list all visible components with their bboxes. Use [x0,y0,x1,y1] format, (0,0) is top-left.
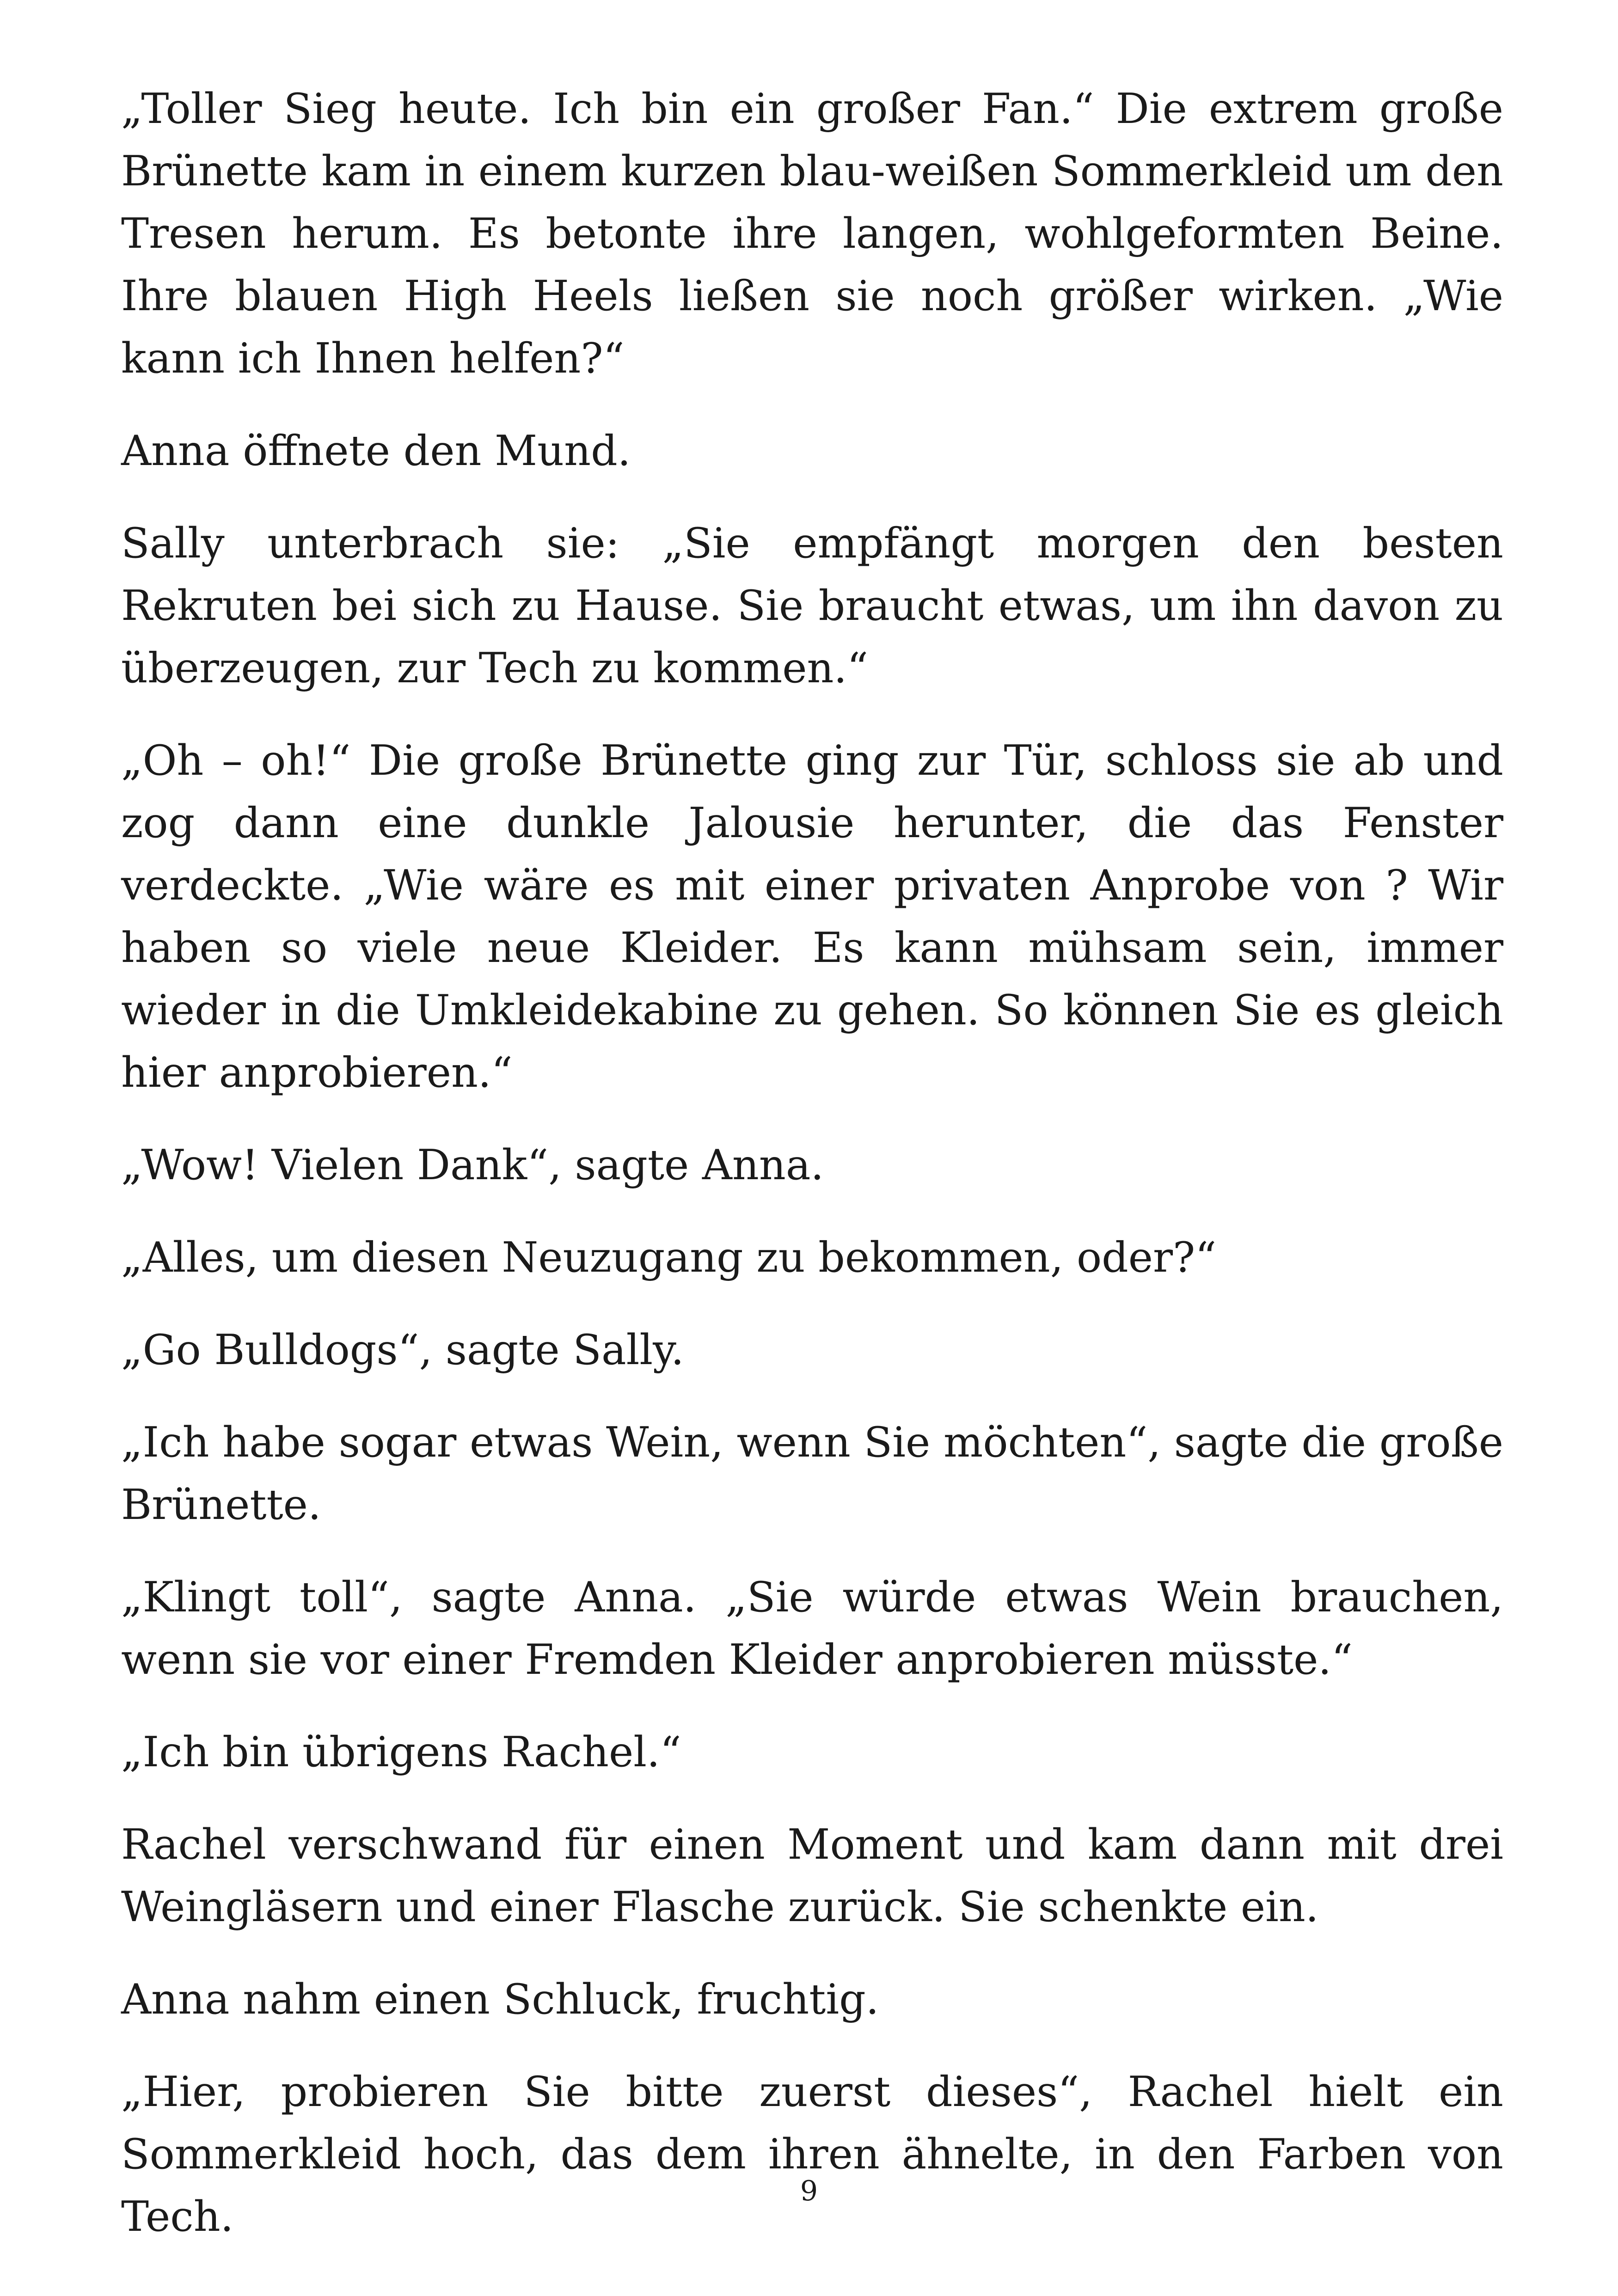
paragraph-4: „Oh – oh!“ Die große Brünette ging zur Tür, schloss sie ab und zog dann eine dunkle Jalousie herunter, die das Fenster verdeckte. „Wie wäre es mit einer privaten Anprobe von ? Wir haben so viele neue Kleider. Es kann mühsam sein, immer wieder in die Umkleidekabine zu gehen. So können Sie es gleich hier anprobieren.“ [121,736,1503,1097]
paragraph-8: „Ich habe sogar etwas Wein, wenn Sie möchten“, sagte die große Brünette. [121,1418,1503,1529]
paragraph-1: „Toller Sieg heute. Ich bin ein großer Fan.“ Die extrem große Brünette kam in einem kurzen blau-weißen Sommerkleid um den Tresen herum. Es betonte ihre langen, wohlgeformten Beine. Ihre blauen High Heels ließen sie noch größer wirken. „Wie kann ich Ihnen helfen?“ [121,85,1503,383]
paragraph-9: „Klingt toll“, sagte Anna. „Sie würde etwas Wein brauchen, wenn sie vor einer Fremden Kleider anprobieren müsste.“ [121,1573,1503,1684]
paragraph-7: „Go Bulldogs“, sagte Sally. [121,1326,684,1374]
paragraph-13: „Hier, probieren Sie bitte zuerst dieses“, Rachel hielt ein Sommerkleid hoch, das dem ihren ähnelte, in den Farben von Tech. [121,2068,1503,2241]
paragraph-6: „Alles, um diesen Neuzugang zu bekommen, oder?“ [121,1233,1217,1282]
body-text [121,78,1503,2278]
paragraph-5: „Wow! Vielen Dank“, sagte Anna. [121,1141,824,1189]
paragraph-3: Sally unterbrach sie: „Sie empfängt morgen den besten Rekruten bei sich zu Hause. Sie braucht etwas, um ihn davon zu überzeugen, zur Tech zu kommen.“ [121,519,1503,692]
paragraph-11: Rachel verschwand für einen Moment und kam dann mit drei Weingläsern und einer Flasche zurück. Sie schenkte ein. [121,1820,1503,1931]
page-number: 9 [800,2175,818,2207]
paragraph-10: „Ich bin übrigens Rachel.“ [121,1728,681,1776]
paragraph-2: Anna öffnete den Mund. [121,427,631,475]
paragraph-12: Anna nahm einen Schluck, fruchtig. [121,1975,879,2024]
